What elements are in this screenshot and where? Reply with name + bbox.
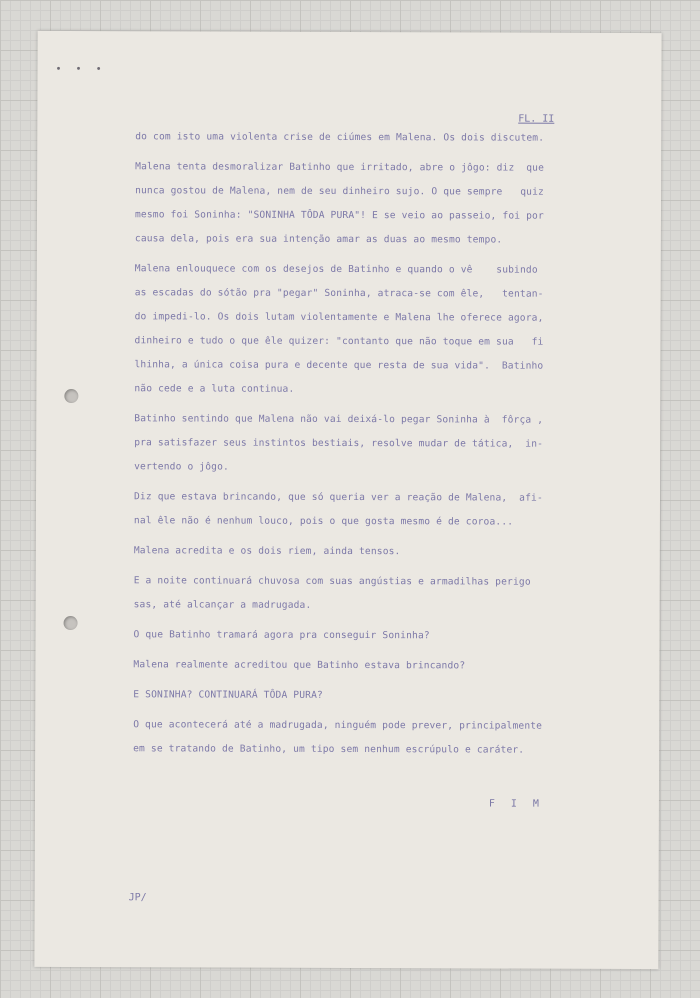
end-mark: F I M: [488, 798, 544, 810]
text-line: O que acontecerá até a madrugada, ninguém pode prever, principalmente: [133, 719, 543, 732]
text-line: do impedi-lo. Os dois lutam violentamente e Malena lhe oferece agora,: [134, 311, 544, 324]
paragraph: [134, 569, 586, 619]
text-line: O que Batinho tramará agora pra conseguir Soninha?: [133, 629, 430, 642]
text-line: do com isto uma violenta crise de ciúmes em Malena. Os dois discutem.: [135, 131, 545, 144]
text-line: dinheiro e tudo o que êle quizer: "contanto que não toque em sua fi: [134, 335, 544, 348]
text-line: Diz que estava brincando, que só queria ver a reação de Malena, afi-: [133, 491, 543, 504]
text-line: as escadas do sótão pra "pegar" Soninha, atraca-se com êle, tentan-: [134, 287, 544, 300]
paragraph: [133, 653, 585, 679]
text-line: não cede e a luta continua.: [134, 383, 295, 395]
paragraph: [135, 155, 587, 253]
text-line: pra satisfazer seus instintos bestiais, resolve mudar de tática, in-: [134, 437, 544, 450]
text-line: vertendo o jôgo.: [134, 461, 229, 473]
text-line: lhinha, a única coisa pura e decente que resta de sua vida". Batinho: [134, 359, 544, 372]
paragraph: [134, 485, 586, 535]
punch-hole-bottom: [64, 616, 78, 630]
text-line: em se tratando de Batinho, um tipo sem nenhum escrúpulo e caráter.: [133, 743, 525, 756]
typed-page: [34, 31, 661, 969]
text-line: Malena enlouquece com os desejos de Batinho e quando o vê subindo: [134, 263, 538, 276]
paragraph: [133, 683, 585, 709]
punch-hole-top: [64, 389, 78, 403]
paragraph: [133, 623, 585, 649]
text-line: Malena tenta desmoralizar Batinho que irritado, abre o jôgo: diz que: [135, 161, 545, 174]
text-line: nunca gostou de Malena, nem de seu dinheiro sujo. O que sempre quiz: [135, 185, 544, 198]
text-line: Malena acredita e os dois riem, ainda tensos.: [133, 545, 401, 558]
text-line: sas, até alcançar a madrugada.: [133, 599, 312, 611]
text-line: Malena realmente acreditou que Batinho estava brincando?: [133, 659, 466, 672]
paragraph: [133, 713, 585, 763]
folio-number: FL. II: [518, 113, 555, 125]
paragraph: [134, 539, 586, 565]
text-line: E a noite continuará chuvosa com suas angústias e armadilhas perigo: [133, 575, 531, 588]
paragraph: [134, 257, 586, 403]
typed-body: [133, 125, 587, 763]
typist-initials: JP/: [128, 892, 147, 904]
text-line: mesmo foi Soninha: "SONINHA TÔDA PURA"! E se veio ao passeio, foi por: [134, 209, 544, 222]
page-dots: • • •: [55, 63, 106, 76]
text-line: causa dela, pois era sua intenção amar as duas ao mesmo tempo.: [134, 233, 503, 246]
paragraph: [134, 407, 586, 481]
paragraph: [135, 125, 587, 151]
text-line: nal êle não é nenhum louco, pois o que gosta mesmo é de coroa...: [133, 515, 514, 528]
text-line: E SONINHA? CONTINUARÁ TÔDA PURA?: [133, 689, 323, 701]
text-line: Batinho sentindo que Malena não vai deixá-lo pegar Soninha à fôrça ,: [134, 413, 544, 426]
